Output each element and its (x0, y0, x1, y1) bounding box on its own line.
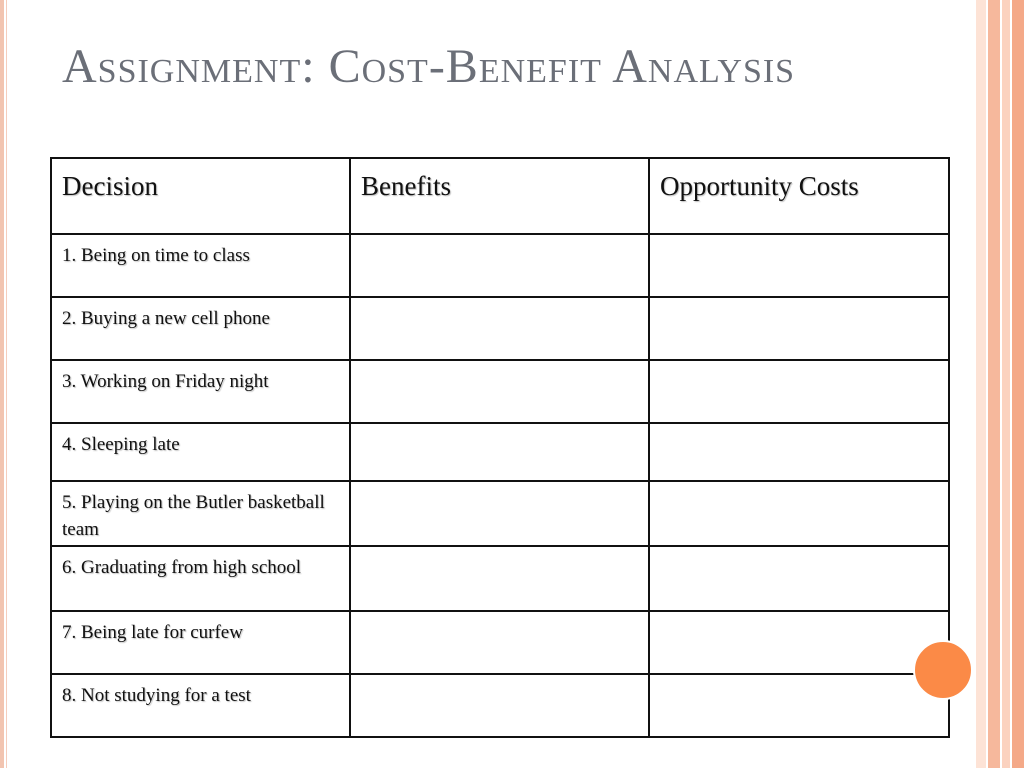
table-row (51, 234, 949, 297)
decision-cell: 2. Buying a new cell phone (51, 297, 350, 360)
decision-cell: 7. Being late for curfew (51, 611, 350, 674)
orange-circle-decoration (913, 640, 973, 700)
left-border-line (6, 0, 7, 768)
costs-cell[interactable] (649, 423, 949, 481)
left-border-decoration (0, 0, 4, 768)
costs-cell[interactable] (649, 234, 949, 297)
right-stripes-decoration (976, 0, 1024, 768)
benefits-cell[interactable] (350, 546, 649, 611)
slide-title: Assignment: Cost-Benefit Analysis (62, 40, 796, 93)
table-header-row (51, 158, 949, 234)
table-row (51, 611, 949, 674)
benefits-cell[interactable] (350, 297, 649, 360)
table-row (51, 674, 949, 737)
decision-cell: 8. Not studying for a test (51, 674, 350, 737)
benefits-cell[interactable] (350, 674, 649, 737)
benefits-cell[interactable] (350, 360, 649, 423)
benefits-cell[interactable] (350, 234, 649, 297)
stripe-3 (1002, 0, 1010, 768)
table-row (51, 297, 949, 360)
decision-cell: 1. Being on time to class (51, 234, 350, 297)
stripe-4 (1012, 0, 1024, 768)
decision-cell: 4. Sleeping late (51, 423, 350, 481)
decision-cell: 5. Playing on the Butler basketball team (51, 481, 350, 546)
table-row (51, 481, 949, 546)
costs-cell[interactable] (649, 546, 949, 611)
costs-cell[interactable] (649, 360, 949, 423)
costs-cell[interactable] (649, 481, 949, 546)
table-row (51, 423, 949, 481)
costs-cell[interactable] (649, 674, 949, 737)
decision-cell: 3. Working on Friday night (51, 360, 350, 423)
benefits-cell[interactable] (350, 611, 649, 674)
decision-cell: 6. Graduating from high school (51, 546, 350, 611)
header-decision: Decision (51, 158, 350, 234)
benefits-cell[interactable] (350, 423, 649, 481)
table-row (51, 360, 949, 423)
cost-benefit-table (50, 157, 950, 738)
stripe-2 (988, 0, 1000, 768)
stripe-1 (976, 0, 986, 768)
costs-cell[interactable] (649, 297, 949, 360)
header-opportunity-costs: Opportunity Costs (649, 158, 949, 234)
header-benefits: Benefits (350, 158, 649, 234)
costs-cell[interactable] (649, 611, 949, 674)
benefits-cell[interactable] (350, 481, 649, 546)
table-row (51, 546, 949, 611)
